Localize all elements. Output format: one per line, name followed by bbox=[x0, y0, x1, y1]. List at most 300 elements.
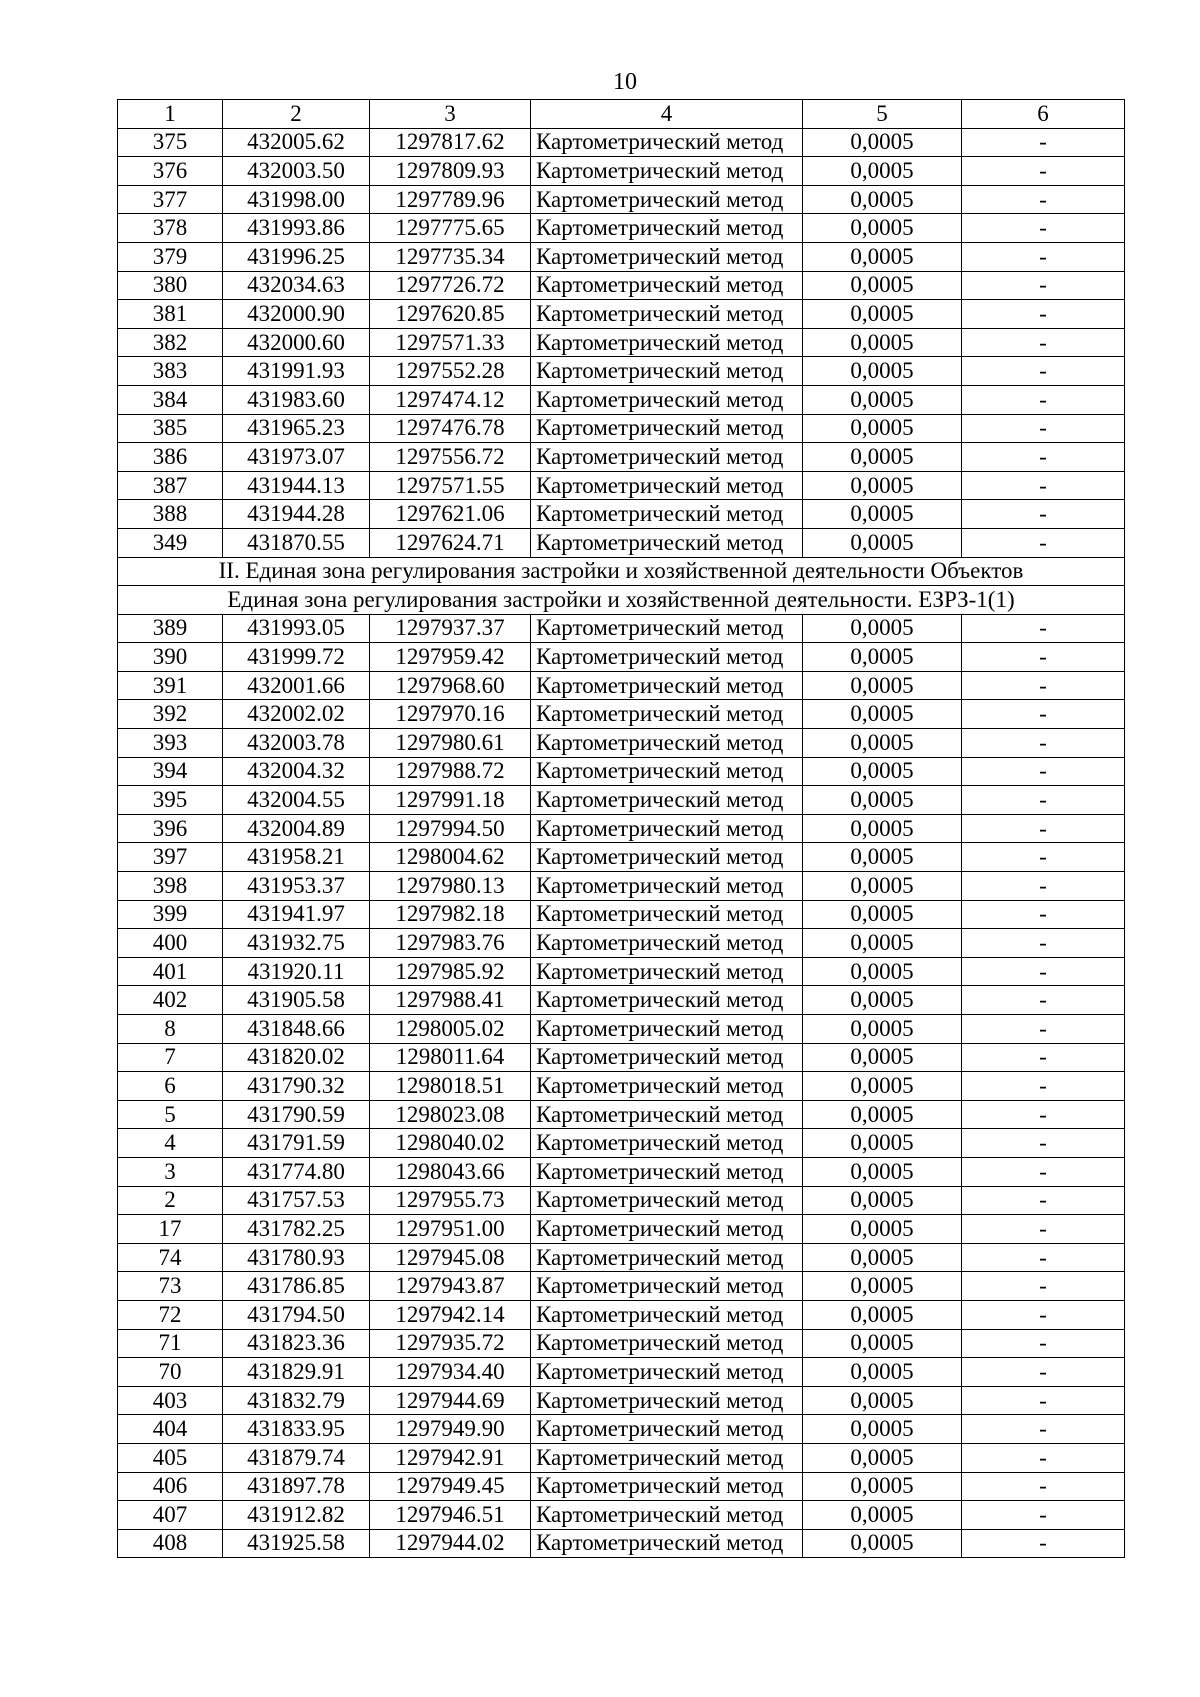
x-coordinate-cell: 431848.66 bbox=[223, 1015, 370, 1044]
table-body-part1 bbox=[118, 128, 1125, 557]
y-coordinate-cell: 1297980.13 bbox=[370, 872, 531, 901]
point-number-cell: 399 bbox=[118, 900, 223, 929]
x-coordinate-cell: 432001.66 bbox=[223, 671, 370, 700]
accuracy-cell: 0,0005 bbox=[803, 385, 962, 414]
accuracy-cell: 0,0005 bbox=[803, 1501, 962, 1530]
y-coordinate-cell: 1297620.85 bbox=[370, 300, 531, 329]
note-cell: - bbox=[962, 271, 1125, 300]
x-coordinate-cell: 432000.60 bbox=[223, 328, 370, 357]
table-row bbox=[118, 1043, 1125, 1072]
point-number-cell: 398 bbox=[118, 872, 223, 901]
y-coordinate-cell: 1297817.62 bbox=[370, 128, 531, 157]
subsection-row bbox=[118, 586, 1125, 615]
x-coordinate-cell: 431965.23 bbox=[223, 414, 370, 443]
accuracy-cell: 0,0005 bbox=[803, 328, 962, 357]
method-cell: Картометрический метод bbox=[531, 671, 803, 700]
method-cell: Картометрический метод bbox=[531, 757, 803, 786]
column-header: 5 bbox=[803, 100, 962, 129]
x-coordinate-cell: 432034.63 bbox=[223, 271, 370, 300]
accuracy-cell: 0,0005 bbox=[803, 471, 962, 500]
method-cell: Картометрический метод bbox=[531, 900, 803, 929]
point-number-cell: 73 bbox=[118, 1272, 223, 1301]
y-coordinate-cell: 1297991.18 bbox=[370, 786, 531, 815]
x-coordinate-cell: 431996.25 bbox=[223, 242, 370, 271]
accuracy-cell: 0,0005 bbox=[803, 528, 962, 557]
table-row bbox=[118, 242, 1125, 271]
note-cell: - bbox=[962, 1358, 1125, 1387]
table-row bbox=[118, 1472, 1125, 1501]
method-cell: Картометрический метод bbox=[531, 700, 803, 729]
accuracy-cell: 0,0005 bbox=[803, 757, 962, 786]
point-number-cell: 393 bbox=[118, 729, 223, 758]
table-row bbox=[118, 1329, 1125, 1358]
table-row bbox=[118, 643, 1125, 672]
accuracy-cell: 0,0005 bbox=[803, 786, 962, 815]
table-row bbox=[118, 385, 1125, 414]
y-coordinate-cell: 1297946.51 bbox=[370, 1501, 531, 1530]
note-cell: - bbox=[962, 214, 1125, 243]
method-cell: Картометрический метод bbox=[531, 1129, 803, 1158]
table-row bbox=[118, 671, 1125, 700]
y-coordinate-cell: 1297621.06 bbox=[370, 500, 531, 529]
point-number-cell: 396 bbox=[118, 814, 223, 843]
point-number-cell: 7 bbox=[118, 1043, 223, 1072]
y-coordinate-cell: 1297571.33 bbox=[370, 328, 531, 357]
table-row bbox=[118, 614, 1125, 643]
note-cell: - bbox=[962, 328, 1125, 357]
table-row bbox=[118, 729, 1125, 758]
method-cell: Картометрический метод bbox=[531, 786, 803, 815]
note-cell: - bbox=[962, 1072, 1125, 1101]
table-row bbox=[118, 757, 1125, 786]
note-cell: - bbox=[962, 929, 1125, 958]
y-coordinate-cell: 1297476.78 bbox=[370, 414, 531, 443]
note-cell: - bbox=[962, 757, 1125, 786]
accuracy-cell: 0,0005 bbox=[803, 214, 962, 243]
accuracy-cell: 0,0005 bbox=[803, 185, 962, 214]
note-cell: - bbox=[962, 443, 1125, 472]
point-number-cell: 402 bbox=[118, 986, 223, 1015]
x-coordinate-cell: 431993.05 bbox=[223, 614, 370, 643]
method-cell: Картометрический метод bbox=[531, 1072, 803, 1101]
note-cell: - bbox=[962, 242, 1125, 271]
table-row bbox=[118, 185, 1125, 214]
accuracy-cell: 0,0005 bbox=[803, 1329, 962, 1358]
point-number-cell: 378 bbox=[118, 214, 223, 243]
note-cell: - bbox=[962, 128, 1125, 157]
table-row bbox=[118, 1415, 1125, 1444]
table-row bbox=[118, 1243, 1125, 1272]
x-coordinate-cell: 431941.97 bbox=[223, 900, 370, 929]
point-number-cell: 382 bbox=[118, 328, 223, 357]
table-row bbox=[118, 271, 1125, 300]
note-cell: - bbox=[962, 500, 1125, 529]
method-cell: Картометрический метод bbox=[531, 385, 803, 414]
table-row bbox=[118, 528, 1125, 557]
x-coordinate-cell: 431993.86 bbox=[223, 214, 370, 243]
accuracy-cell: 0,0005 bbox=[803, 872, 962, 901]
table-row bbox=[118, 700, 1125, 729]
accuracy-cell: 0,0005 bbox=[803, 1157, 962, 1186]
table-row bbox=[118, 1358, 1125, 1387]
table-row bbox=[118, 1300, 1125, 1329]
x-coordinate-cell: 432002.02 bbox=[223, 700, 370, 729]
note-cell: - bbox=[962, 614, 1125, 643]
section-headings bbox=[118, 557, 1125, 614]
y-coordinate-cell: 1297942.91 bbox=[370, 1443, 531, 1472]
table-row bbox=[118, 929, 1125, 958]
y-coordinate-cell: 1297942.14 bbox=[370, 1300, 531, 1329]
accuracy-cell: 0,0005 bbox=[803, 242, 962, 271]
accuracy-cell: 0,0005 bbox=[803, 1300, 962, 1329]
x-coordinate-cell: 431991.93 bbox=[223, 357, 370, 386]
method-cell: Картометрический метод bbox=[531, 157, 803, 186]
method-cell: Картометрический метод bbox=[531, 242, 803, 271]
x-coordinate-cell: 431790.32 bbox=[223, 1072, 370, 1101]
y-coordinate-cell: 1298043.66 bbox=[370, 1157, 531, 1186]
y-coordinate-cell: 1297959.42 bbox=[370, 643, 531, 672]
point-number-cell: 4 bbox=[118, 1129, 223, 1158]
subsection-heading: Единая зона регулирования застройки и хозяйственной деятельности. ЕЗРЗ-1(1) bbox=[118, 586, 1125, 615]
method-cell: Картометрический метод bbox=[531, 185, 803, 214]
x-coordinate-cell: 431953.37 bbox=[223, 872, 370, 901]
accuracy-cell: 0,0005 bbox=[803, 357, 962, 386]
x-coordinate-cell: 431944.13 bbox=[223, 471, 370, 500]
accuracy-cell: 0,0005 bbox=[803, 1072, 962, 1101]
method-cell: Картометрический метод bbox=[531, 500, 803, 529]
note-cell: - bbox=[962, 1043, 1125, 1072]
table-row bbox=[118, 1272, 1125, 1301]
note-cell: - bbox=[962, 471, 1125, 500]
y-coordinate-cell: 1297955.73 bbox=[370, 1186, 531, 1215]
accuracy-cell: 0,0005 bbox=[803, 900, 962, 929]
table-row bbox=[118, 157, 1125, 186]
table-row bbox=[118, 1100, 1125, 1129]
method-cell: Картометрический метод bbox=[531, 414, 803, 443]
accuracy-cell: 0,0005 bbox=[803, 671, 962, 700]
y-coordinate-cell: 1297980.61 bbox=[370, 729, 531, 758]
point-number-cell: 391 bbox=[118, 671, 223, 700]
point-number-cell: 381 bbox=[118, 300, 223, 329]
method-cell: Картометрический метод bbox=[531, 986, 803, 1015]
note-cell: - bbox=[962, 1272, 1125, 1301]
method-cell: Картометрический метод bbox=[531, 1358, 803, 1387]
y-coordinate-cell: 1298004.62 bbox=[370, 843, 531, 872]
x-coordinate-cell: 431794.50 bbox=[223, 1300, 370, 1329]
note-cell: - bbox=[962, 1129, 1125, 1158]
method-cell: Картометрический метод bbox=[531, 357, 803, 386]
accuracy-cell: 0,0005 bbox=[803, 729, 962, 758]
section-heading: II. Единая зона регулирования застройки и хозяйственной деятельности Объектов bbox=[118, 557, 1125, 586]
y-coordinate-cell: 1297985.92 bbox=[370, 957, 531, 986]
y-coordinate-cell: 1298011.64 bbox=[370, 1043, 531, 1072]
accuracy-cell: 0,0005 bbox=[803, 1415, 962, 1444]
point-number-cell: 74 bbox=[118, 1243, 223, 1272]
y-coordinate-cell: 1297944.02 bbox=[370, 1529, 531, 1558]
table-body-part2 bbox=[118, 614, 1125, 1558]
y-coordinate-cell: 1297968.60 bbox=[370, 671, 531, 700]
note-cell: - bbox=[962, 1100, 1125, 1129]
point-number-cell: 17 bbox=[118, 1215, 223, 1244]
x-coordinate-cell: 432004.32 bbox=[223, 757, 370, 786]
method-cell: Картометрический метод bbox=[531, 957, 803, 986]
note-cell: - bbox=[962, 1386, 1125, 1415]
table-row bbox=[118, 843, 1125, 872]
point-number-cell: 380 bbox=[118, 271, 223, 300]
table-row bbox=[118, 900, 1125, 929]
method-cell: Картометрический метод bbox=[531, 528, 803, 557]
accuracy-cell: 0,0005 bbox=[803, 929, 962, 958]
note-cell: - bbox=[962, 1215, 1125, 1244]
note-cell: - bbox=[962, 900, 1125, 929]
y-coordinate-cell: 1297735.34 bbox=[370, 242, 531, 271]
accuracy-cell: 0,0005 bbox=[803, 1215, 962, 1244]
accuracy-cell: 0,0005 bbox=[803, 443, 962, 472]
section-row bbox=[118, 557, 1125, 586]
x-coordinate-cell: 431820.02 bbox=[223, 1043, 370, 1072]
point-number-cell: 72 bbox=[118, 1300, 223, 1329]
x-coordinate-cell: 431912.82 bbox=[223, 1501, 370, 1530]
x-coordinate-cell: 431790.59 bbox=[223, 1100, 370, 1129]
x-coordinate-cell: 431983.60 bbox=[223, 385, 370, 414]
point-number-cell: 383 bbox=[118, 357, 223, 386]
point-number-cell: 384 bbox=[118, 385, 223, 414]
point-number-cell: 403 bbox=[118, 1386, 223, 1415]
note-cell: - bbox=[962, 157, 1125, 186]
note-cell: - bbox=[962, 1157, 1125, 1186]
y-coordinate-cell: 1297624.71 bbox=[370, 528, 531, 557]
method-cell: Картометрический метод bbox=[531, 1329, 803, 1358]
y-coordinate-cell: 1297571.55 bbox=[370, 471, 531, 500]
x-coordinate-cell: 431920.11 bbox=[223, 957, 370, 986]
accuracy-cell: 0,0005 bbox=[803, 1386, 962, 1415]
x-coordinate-cell: 431897.78 bbox=[223, 1472, 370, 1501]
method-cell: Картометрический метод bbox=[531, 843, 803, 872]
point-number-cell: 8 bbox=[118, 1015, 223, 1044]
note-cell: - bbox=[962, 729, 1125, 758]
accuracy-cell: 0,0005 bbox=[803, 1443, 962, 1472]
accuracy-cell: 0,0005 bbox=[803, 1472, 962, 1501]
method-cell: Картометрический метод bbox=[531, 471, 803, 500]
y-coordinate-cell: 1297552.28 bbox=[370, 357, 531, 386]
x-coordinate-cell: 431998.00 bbox=[223, 185, 370, 214]
x-coordinate-cell: 432000.90 bbox=[223, 300, 370, 329]
accuracy-cell: 0,0005 bbox=[803, 986, 962, 1015]
accuracy-cell: 0,0005 bbox=[803, 157, 962, 186]
table-row bbox=[118, 1157, 1125, 1186]
y-coordinate-cell: 1297983.76 bbox=[370, 929, 531, 958]
note-cell: - bbox=[962, 643, 1125, 672]
method-cell: Картометрический метод bbox=[531, 128, 803, 157]
accuracy-cell: 0,0005 bbox=[803, 300, 962, 329]
table-row bbox=[118, 500, 1125, 529]
point-number-cell: 397 bbox=[118, 843, 223, 872]
table-row bbox=[118, 872, 1125, 901]
column-header: 4 bbox=[531, 100, 803, 129]
note-cell: - bbox=[962, 185, 1125, 214]
accuracy-cell: 0,0005 bbox=[803, 1272, 962, 1301]
note-cell: - bbox=[962, 700, 1125, 729]
point-number-cell: 389 bbox=[118, 614, 223, 643]
x-coordinate-cell: 432004.55 bbox=[223, 786, 370, 815]
note-cell: - bbox=[962, 843, 1125, 872]
method-cell: Картометрический метод bbox=[531, 1215, 803, 1244]
note-cell: - bbox=[962, 786, 1125, 815]
point-number-cell: 388 bbox=[118, 500, 223, 529]
y-coordinate-cell: 1297556.72 bbox=[370, 443, 531, 472]
note-cell: - bbox=[962, 872, 1125, 901]
method-cell: Картометрический метод bbox=[531, 643, 803, 672]
y-coordinate-cell: 1297988.72 bbox=[370, 757, 531, 786]
note-cell: - bbox=[962, 528, 1125, 557]
x-coordinate-cell: 431932.75 bbox=[223, 929, 370, 958]
method-cell: Картометрический метод bbox=[531, 929, 803, 958]
column-header: 6 bbox=[962, 100, 1125, 129]
method-cell: Картометрический метод bbox=[531, 1443, 803, 1472]
y-coordinate-cell: 1297474.12 bbox=[370, 385, 531, 414]
table-row bbox=[118, 1186, 1125, 1215]
method-cell: Картометрический метод bbox=[531, 1272, 803, 1301]
x-coordinate-cell: 432003.50 bbox=[223, 157, 370, 186]
accuracy-cell: 0,0005 bbox=[803, 1100, 962, 1129]
point-number-cell: 5 bbox=[118, 1100, 223, 1129]
point-number-cell: 386 bbox=[118, 443, 223, 472]
accuracy-cell: 0,0005 bbox=[803, 414, 962, 443]
y-coordinate-cell: 1297935.72 bbox=[370, 1329, 531, 1358]
table-row bbox=[118, 1072, 1125, 1101]
x-coordinate-cell: 432004.89 bbox=[223, 814, 370, 843]
point-number-cell: 404 bbox=[118, 1415, 223, 1444]
x-coordinate-cell: 431832.79 bbox=[223, 1386, 370, 1415]
point-number-cell: 349 bbox=[118, 528, 223, 557]
point-number-cell: 394 bbox=[118, 757, 223, 786]
accuracy-cell: 0,0005 bbox=[803, 1043, 962, 1072]
method-cell: Картометрический метод bbox=[531, 1100, 803, 1129]
method-cell: Картометрический метод bbox=[531, 1043, 803, 1072]
method-cell: Картометрический метод bbox=[531, 614, 803, 643]
y-coordinate-cell: 1297949.90 bbox=[370, 1415, 531, 1444]
point-number-cell: 405 bbox=[118, 1443, 223, 1472]
x-coordinate-cell: 431958.21 bbox=[223, 843, 370, 872]
x-coordinate-cell: 432003.78 bbox=[223, 729, 370, 758]
point-number-cell: 376 bbox=[118, 157, 223, 186]
point-number-cell: 2 bbox=[118, 1186, 223, 1215]
point-number-cell: 70 bbox=[118, 1358, 223, 1387]
note-cell: - bbox=[962, 1243, 1125, 1272]
table-row bbox=[118, 214, 1125, 243]
point-number-cell: 71 bbox=[118, 1329, 223, 1358]
method-cell: Картометрический метод bbox=[531, 214, 803, 243]
table-row bbox=[118, 986, 1125, 1015]
table-row bbox=[118, 471, 1125, 500]
note-cell: - bbox=[962, 1186, 1125, 1215]
y-coordinate-cell: 1297951.00 bbox=[370, 1215, 531, 1244]
point-number-cell: 6 bbox=[118, 1072, 223, 1101]
y-coordinate-cell: 1297945.08 bbox=[370, 1243, 531, 1272]
coordinates-table bbox=[117, 99, 1125, 1558]
note-cell: - bbox=[962, 1443, 1125, 1472]
accuracy-cell: 0,0005 bbox=[803, 1358, 962, 1387]
point-number-cell: 407 bbox=[118, 1501, 223, 1530]
method-cell: Картометрический метод bbox=[531, 1015, 803, 1044]
accuracy-cell: 0,0005 bbox=[803, 1129, 962, 1158]
method-cell: Картометрический метод bbox=[531, 328, 803, 357]
y-coordinate-cell: 1297775.65 bbox=[370, 214, 531, 243]
method-cell: Картометрический метод bbox=[531, 1300, 803, 1329]
y-coordinate-cell: 1297934.40 bbox=[370, 1358, 531, 1387]
accuracy-cell: 0,0005 bbox=[803, 1529, 962, 1558]
x-coordinate-cell: 432005.62 bbox=[223, 128, 370, 157]
y-coordinate-cell: 1297988.41 bbox=[370, 986, 531, 1015]
point-number-cell: 395 bbox=[118, 786, 223, 815]
table-row bbox=[118, 786, 1125, 815]
page-number: 10 bbox=[613, 69, 637, 95]
table-row bbox=[118, 814, 1125, 843]
accuracy-cell: 0,0005 bbox=[803, 700, 962, 729]
point-number-cell: 379 bbox=[118, 242, 223, 271]
table-row bbox=[118, 1443, 1125, 1472]
x-coordinate-cell: 431791.59 bbox=[223, 1129, 370, 1158]
accuracy-cell: 0,0005 bbox=[803, 957, 962, 986]
note-cell: - bbox=[962, 1329, 1125, 1358]
point-number-cell: 3 bbox=[118, 1157, 223, 1186]
y-coordinate-cell: 1297789.96 bbox=[370, 185, 531, 214]
accuracy-cell: 0,0005 bbox=[803, 614, 962, 643]
method-cell: Картометрический метод bbox=[531, 1243, 803, 1272]
x-coordinate-cell: 431870.55 bbox=[223, 528, 370, 557]
note-cell: - bbox=[962, 1015, 1125, 1044]
y-coordinate-cell: 1297726.72 bbox=[370, 271, 531, 300]
accuracy-cell: 0,0005 bbox=[803, 1186, 962, 1215]
method-cell: Картометрический метод bbox=[531, 1386, 803, 1415]
x-coordinate-cell: 431973.07 bbox=[223, 443, 370, 472]
point-number-cell: 387 bbox=[118, 471, 223, 500]
y-coordinate-cell: 1297982.18 bbox=[370, 900, 531, 929]
x-coordinate-cell: 431999.72 bbox=[223, 643, 370, 672]
method-cell: Картометрический метод bbox=[531, 300, 803, 329]
accuracy-cell: 0,0005 bbox=[803, 843, 962, 872]
accuracy-cell: 0,0005 bbox=[803, 128, 962, 157]
x-coordinate-cell: 431782.25 bbox=[223, 1215, 370, 1244]
note-cell: - bbox=[962, 1529, 1125, 1558]
note-cell: - bbox=[962, 1501, 1125, 1530]
y-coordinate-cell: 1297949.45 bbox=[370, 1472, 531, 1501]
note-cell: - bbox=[962, 957, 1125, 986]
header-row bbox=[118, 100, 1125, 129]
accuracy-cell: 0,0005 bbox=[803, 271, 962, 300]
table-row bbox=[118, 1529, 1125, 1558]
y-coordinate-cell: 1297937.37 bbox=[370, 614, 531, 643]
note-cell: - bbox=[962, 1472, 1125, 1501]
table-row bbox=[118, 1386, 1125, 1415]
method-cell: Картометрический метод bbox=[531, 1415, 803, 1444]
table-row bbox=[118, 443, 1125, 472]
method-cell: Картометрический метод bbox=[531, 872, 803, 901]
x-coordinate-cell: 431786.85 bbox=[223, 1272, 370, 1301]
x-coordinate-cell: 431823.36 bbox=[223, 1329, 370, 1358]
table-row bbox=[118, 328, 1125, 357]
y-coordinate-cell: 1297944.69 bbox=[370, 1386, 531, 1415]
point-number-cell: 390 bbox=[118, 643, 223, 672]
point-number-cell: 406 bbox=[118, 1472, 223, 1501]
x-coordinate-cell: 431905.58 bbox=[223, 986, 370, 1015]
y-coordinate-cell: 1297970.16 bbox=[370, 700, 531, 729]
point-number-cell: 375 bbox=[118, 128, 223, 157]
table-row bbox=[118, 1215, 1125, 1244]
method-cell: Картометрический метод bbox=[531, 1157, 803, 1186]
table-row bbox=[118, 414, 1125, 443]
method-cell: Картометрический метод bbox=[531, 1529, 803, 1558]
